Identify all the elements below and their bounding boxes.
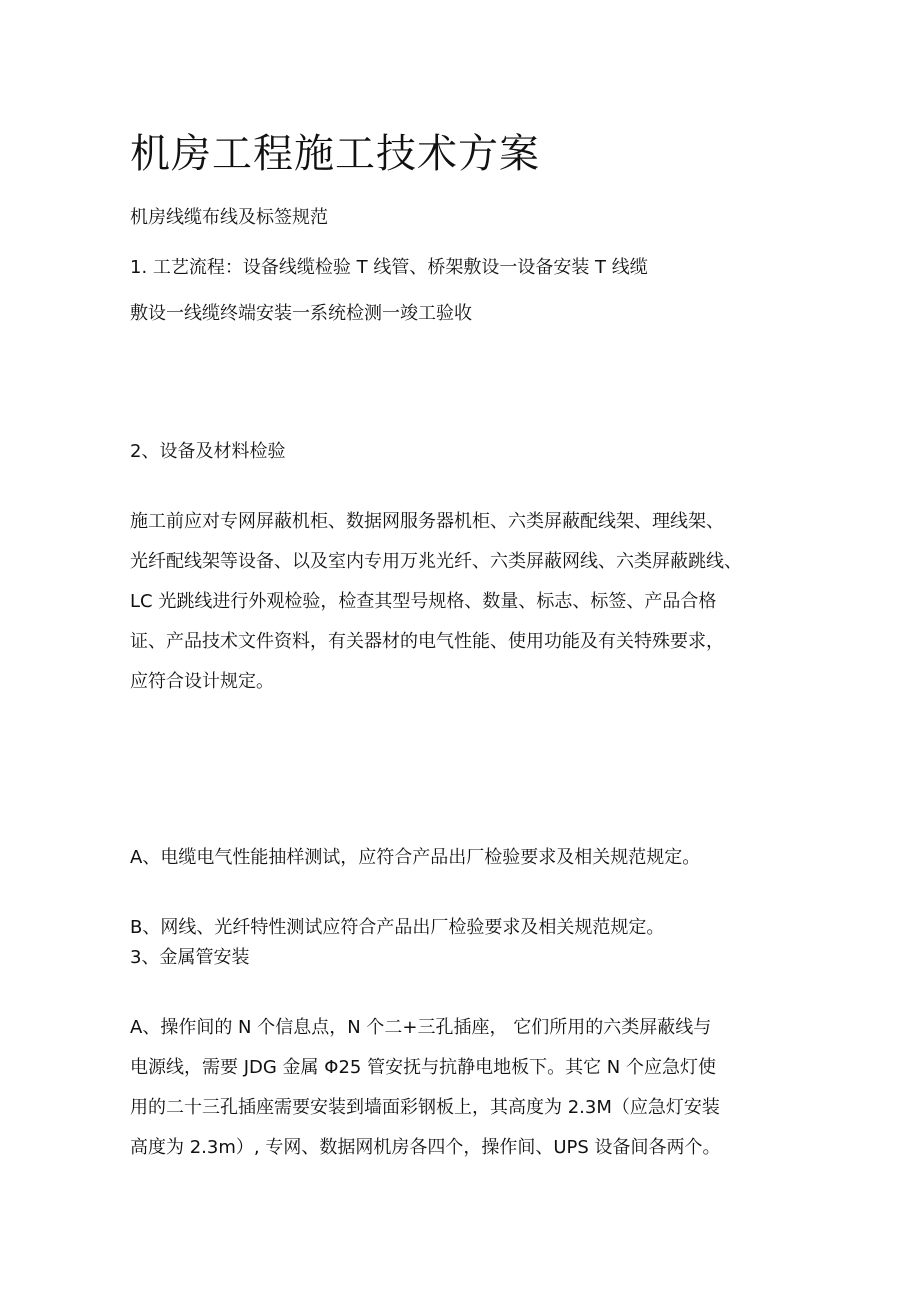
item-a-cable-test: A、电缆电气性能抽样测试，应符合产品出厂检验要求及相关规范规定。 bbox=[130, 847, 701, 868]
paragraph-line: A、操作间的 N 个信息点，N 个二+三孔插座， 它们所用的六类屏蔽线与 bbox=[130, 1017, 712, 1038]
paragraph-line: 电源线，需要 JDG 金属 Φ25 管安抚与抗静电地板下。其它 N 个应急灯使 bbox=[130, 1057, 716, 1078]
paragraph-line: 高度为 2.3m）, 专网、数据网机房各四个，操作间、UPS 设备间各两个。 bbox=[130, 1137, 721, 1158]
paragraph-line: 光纤配线架等设备、以及室内专用万兆光纤、六类屏蔽网线、六类屏蔽跳线、 bbox=[130, 551, 742, 572]
paragraph-line: 施工前应对专网屏蔽机柜、数据网服务器机柜、六类屏蔽配线架、理线架、 bbox=[130, 511, 724, 532]
section-subtitle: 机房线缆布线及标签规范 bbox=[130, 207, 328, 228]
paragraph-line: 应符合设计规定。 bbox=[130, 671, 274, 692]
paragraph-line: 证、产品技术文件资料，有关器材的电气性能、使用功能及有关特殊要求， bbox=[130, 631, 724, 652]
process-line-2: 敷设一线缆终端安装一系统检测一竣工验收 bbox=[130, 303, 472, 324]
section-3-heading: 3、金属管安装 bbox=[130, 947, 250, 968]
section-2-heading: 2、设备及材料检验 bbox=[130, 441, 286, 462]
process-line-1: 1. 工艺流程：设备线缆检验 T 线管、桥架敷设一设备安装 T 线缆 bbox=[130, 257, 648, 278]
page-title: 机房工程施工技术方案 bbox=[130, 131, 540, 177]
paragraph-line: 用的二十三孔插座需要安装到墙面彩钢板上，其高度为 2.3M（应急灯安装 bbox=[130, 1097, 720, 1118]
paragraph-line: LC 光跳线进行外观检验，检查其型号规格、数量、标志、标签、产品合格 bbox=[130, 591, 717, 612]
item-b-network-fiber-test: B、网线、光纤特性测试应符合产品出厂检验要求及相关规范规定。 bbox=[130, 917, 665, 938]
section-2-body bbox=[130, 502, 802, 702]
section-3-body bbox=[130, 1008, 802, 1168]
